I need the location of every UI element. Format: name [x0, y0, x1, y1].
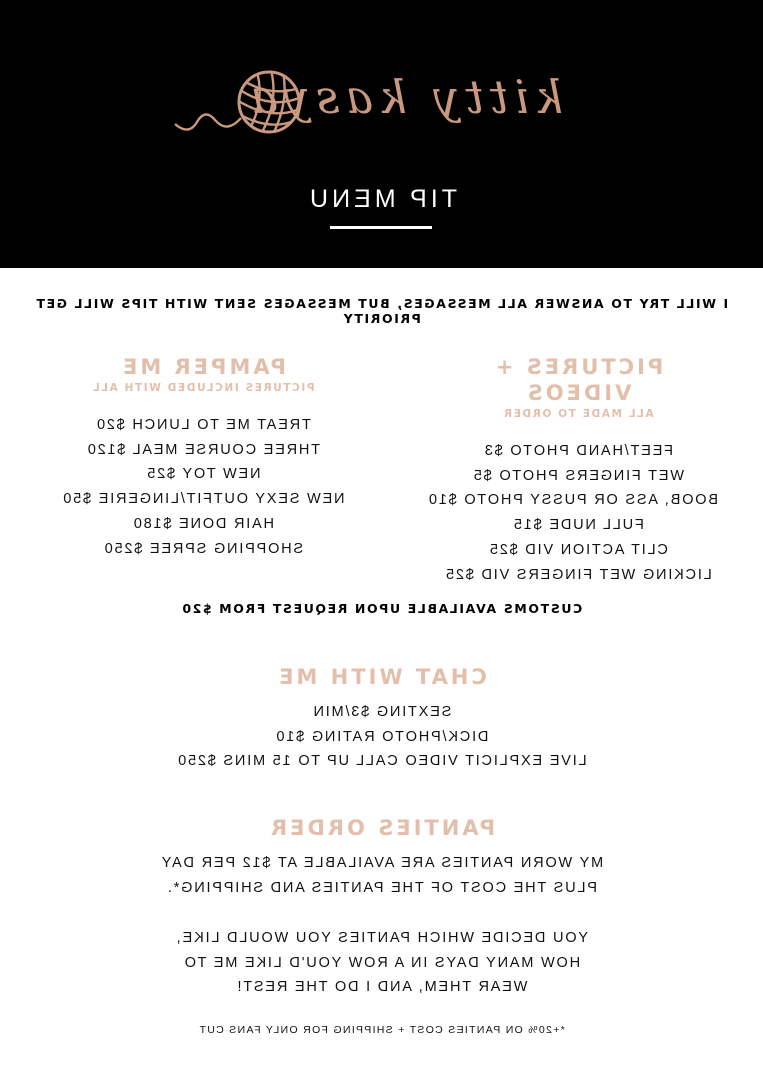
- chat-with-me-list: [0, 700, 763, 774]
- list-item: CLIT ACTION VID $25: [488, 541, 668, 558]
- panties-order-section: [0, 815, 763, 1000]
- priority-notice: I WILL TRY TO ANSWER ALL MESSAGES, BUT MESSAGES SENT WITH TIPS WILL GET PRIORITY: [34, 296, 729, 326]
- pamper-me-subtitle: PICTURES INCLUDED WITH ALL: [91, 382, 315, 394]
- list-item: SEXTING $3/MIN: [311, 704, 452, 720]
- panties-line: YOU DECIDE WHICH PANTIES YOU WOULD LIKE,: [174, 930, 589, 946]
- title-underline: [330, 226, 432, 229]
- pictures-videos-list: [427, 439, 718, 587]
- panties-order-title: PANTIES ORDER: [267, 816, 496, 840]
- list-item: LICKING WET FINGERS VID $25: [444, 566, 712, 583]
- panties-line: HOW MANY DAYS IN A ROW YOU'D LIKE ME TO: [182, 954, 581, 971]
- list-item: NEW TOY $25: [145, 466, 261, 483]
- list-item: SHOPPING SPREE $250: [102, 540, 304, 557]
- customs-notice: CUSTOMS AVAILABLE UPON REQUEST FROM $20: [180, 601, 583, 616]
- brand-signature: kitty kasya: [244, 70, 563, 124]
- panties-line: PLUS THE COST OF THE PANTIES AND SHIPPING*.: [166, 879, 597, 896]
- list-item: FEET/HAND PHOTO $3: [482, 443, 674, 459]
- pamper-me-list: [48, 413, 358, 561]
- pamper-me-section: [48, 354, 358, 561]
- panties-line: WEAR THEM, AND I DO THE REST!: [235, 979, 528, 995]
- list-item: WET FINGERS PHOTO $5: [472, 467, 684, 484]
- list-item: NEW SEXY OUTFIT/LINGERIE $50: [61, 491, 345, 508]
- panties-order-text: [0, 851, 763, 1000]
- list-item: FULL NUDE $15: [512, 517, 644, 534]
- panties-line: MY WORN PANTIES ARE AVAILABLE AT $12 PER DAY: [159, 855, 604, 871]
- list-item: HAIR DONE $180: [131, 515, 275, 532]
- chat-with-me-title: CHAT WITH ME: [276, 665, 487, 689]
- shipping-footnote: *+20% ON PANTIES COST + SHIPPING FOR ONLY FANS CUT: [198, 1024, 565, 1036]
- pictures-videos-title: PICTURES + VIDEOS: [492, 355, 664, 405]
- chat-with-me-section: [0, 664, 763, 774]
- pictures-videos-section: [427, 354, 718, 587]
- pictures-videos-subtitle: ALL MADE TO ORDER: [502, 408, 654, 420]
- list-item: LIVE EXPLICIT VIDEO CALL UP TO 15 MINS $250: [176, 753, 587, 770]
- list-item: THREE COURSE MEAL $120: [85, 441, 321, 458]
- yarn-ball-icon: [163, 58, 303, 148]
- brand-logo: [163, 58, 603, 148]
- list-item: BOOB, ASS OR PUSSY PHOTO $10: [427, 492, 718, 509]
- list-item: TREAT ME TO LUNCH $20: [95, 417, 311, 433]
- list-item: DICK/PHOTO RATING $10: [274, 728, 489, 745]
- pamper-me-title: PAMPER ME: [119, 355, 287, 379]
- header-banner: [0, 0, 763, 268]
- page-title: TIP MENU: [306, 185, 457, 213]
